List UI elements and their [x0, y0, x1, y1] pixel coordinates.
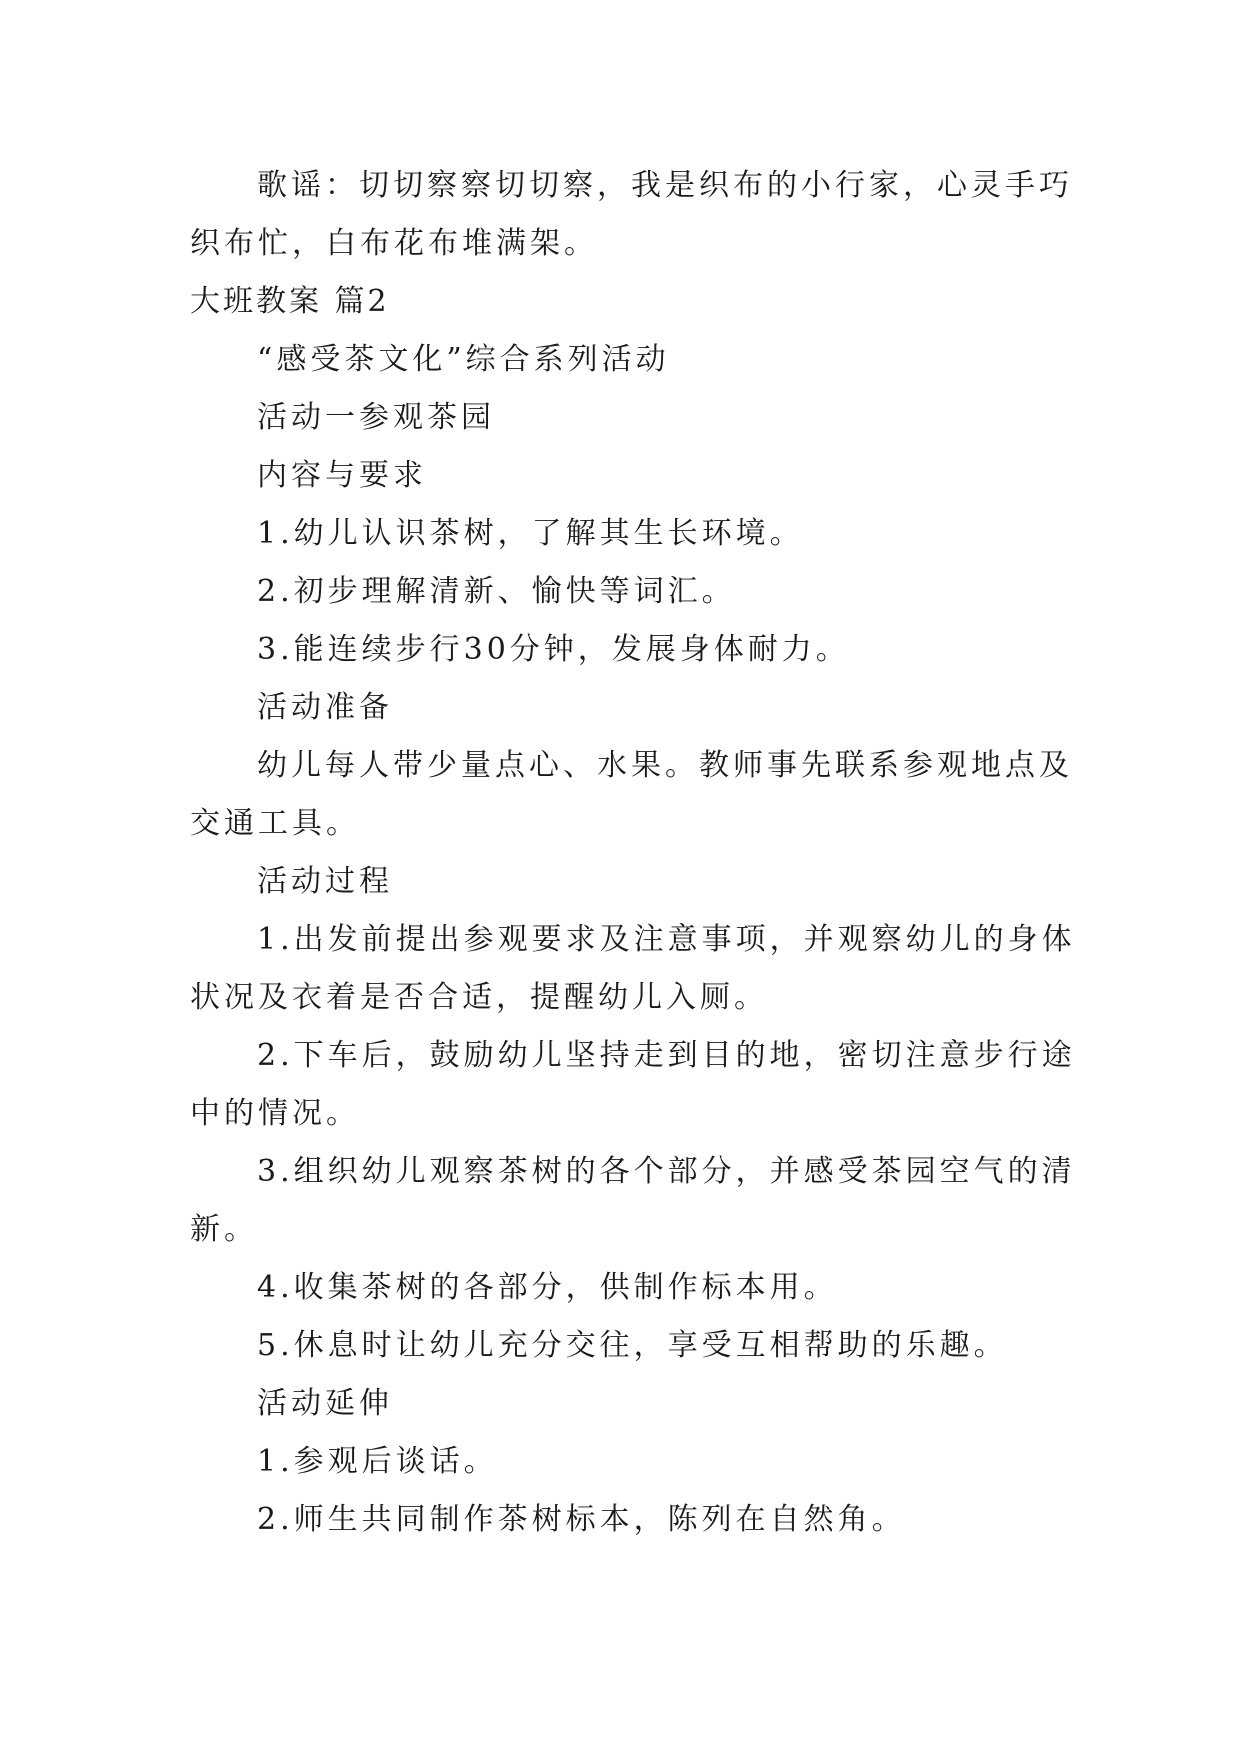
subheading-preparation: 活动准备 — [257, 690, 393, 725]
paragraph-line: 交通工具。 — [190, 806, 360, 841]
list-item: 3.组织幼儿观察茶树的各个部分，并感受茶园空气的清 — [257, 1154, 1076, 1189]
activity-series-title: “感受茶文化”综合系列活动 — [257, 342, 670, 377]
list-item: 5.休息时让幼儿充分交往，享受互相帮助的乐趣。 — [257, 1328, 1008, 1363]
list-item: 2.初步理解清新、愉快等词汇。 — [257, 574, 736, 609]
subheading-process: 活动过程 — [257, 864, 393, 899]
list-item: 1.出发前提出参观要求及注意事项，并观察幼儿的身体 — [257, 922, 1076, 957]
paragraph-line: 幼儿每人带少量点心、水果。教师事先联系参观地点及 — [257, 748, 1073, 783]
list-item: 4.收集茶树的各部分，供制作标本用。 — [257, 1270, 838, 1305]
subheading-extension: 活动延伸 — [257, 1386, 393, 1421]
list-item: 1.幼儿认识茶树，了解其生长环境。 — [257, 516, 804, 551]
subheading-content-requirements: 内容与要求 — [257, 458, 427, 493]
list-item-continuation: 新。 — [190, 1212, 258, 1247]
list-item: 2.下车后，鼓励幼儿坚持走到目的地，密切注意步行途 — [257, 1038, 1076, 1073]
activity-title: 活动一参观茶园 — [257, 400, 495, 435]
section-heading: 大班教案 篇2 — [190, 284, 390, 319]
list-item: 3.能连续步行30分钟，发展身体耐力。 — [257, 632, 850, 667]
list-item: 1.参观后谈话。 — [257, 1444, 498, 1479]
list-item: 2.师生共同制作茶树标本，陈列在自然角。 — [257, 1502, 906, 1537]
list-item-continuation: 中的情况。 — [190, 1096, 360, 1131]
list-item-continuation: 状况及衣着是否合适，提醒幼儿入厕。 — [190, 980, 768, 1015]
song-lyric-line-1: 歌谣：切切察察切切察，我是织布的小行家，心灵手巧 — [257, 168, 1073, 203]
song-lyric-line-2: 织布忙，白布花布堆满架。 — [190, 226, 598, 261]
